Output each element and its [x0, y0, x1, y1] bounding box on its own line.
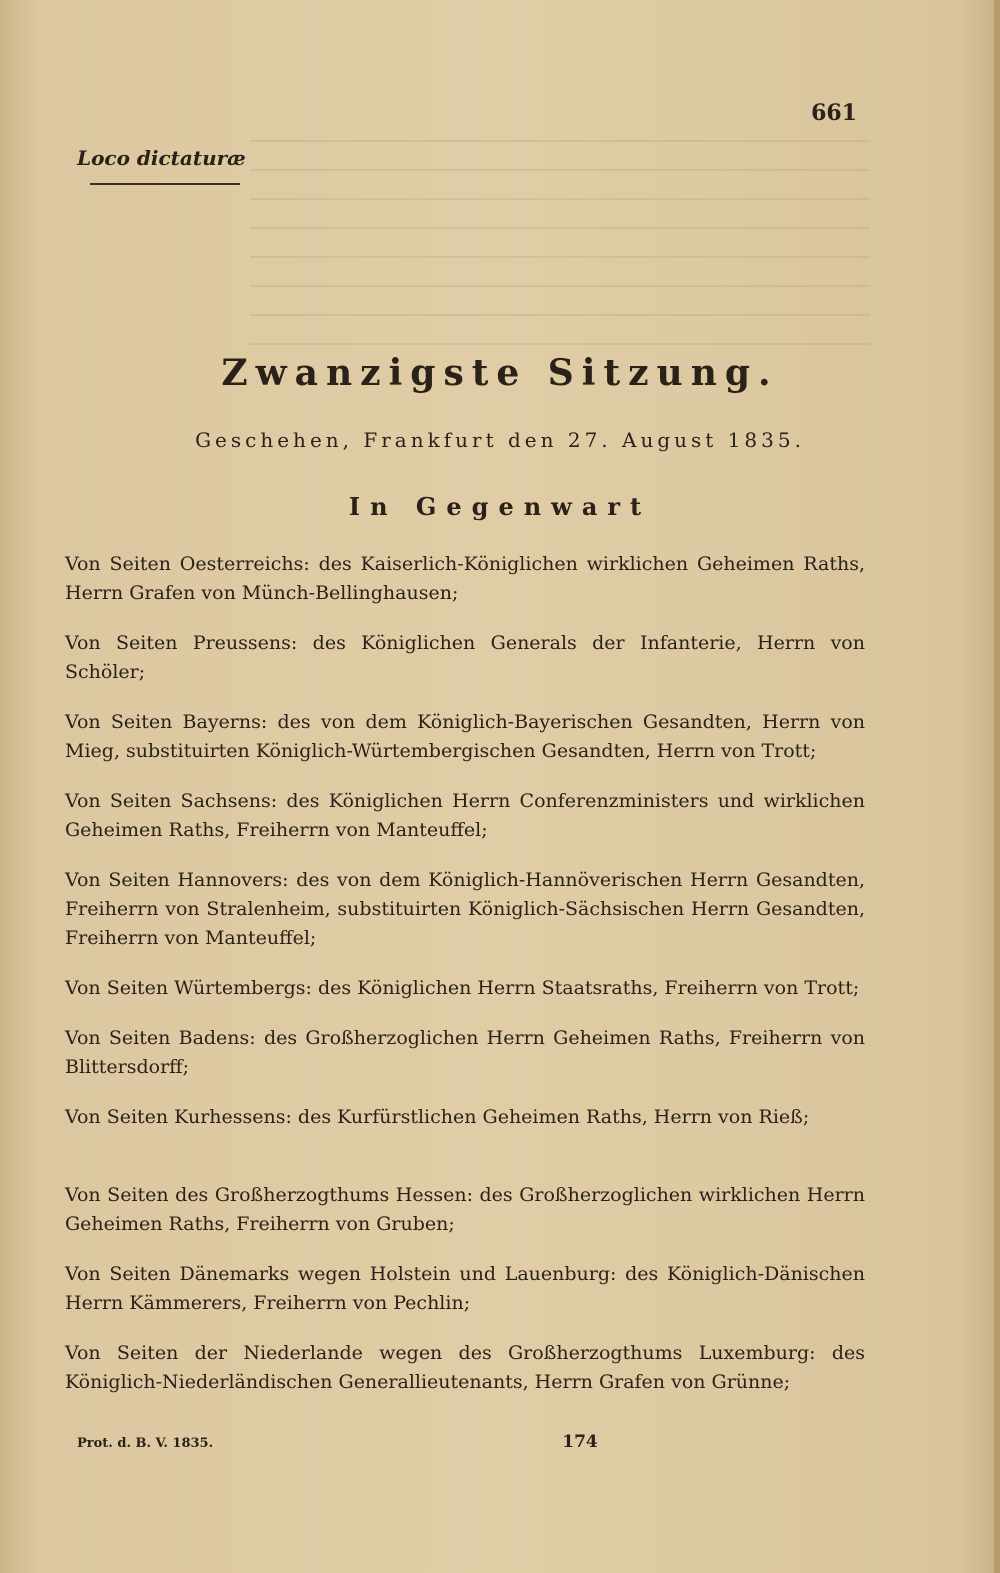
attendance-entry: Von Seiten Preussens: des Königlichen Generals der Infanterie, Herrn von Schöler; [65, 632, 865, 683]
attendance-entry: Von Seiten Bayerns: des von dem Königlich-Bayerischen Gesandten, Herrn von Mieg, substituirten Königlich-Würtembergischen Gesandten, Herrn von Trott; [65, 711, 865, 762]
session-date-line: Geschehen, Frankfurt den 27. August 1835. [195, 428, 805, 452]
attendance-list [65, 550, 865, 1418]
page-edge [994, 0, 1000, 1573]
show-through-text [250, 140, 870, 360]
session-title: Zwanzigste Sitzung. [221, 352, 779, 394]
attendance-entry: Von Seiten Dänemarks wegen Holstein und Lauenburg: des Königlich-Dänischen Herrn Kämmerers, Freiherrn von Pechlin; [65, 1263, 865, 1314]
attendance-entry: Von Seiten Badens: des Großherzoglichen Herrn Geheimen Raths, Freiherrn von Blittersdorff; [65, 1027, 865, 1078]
margin-note: Loco dictaturæ [77, 146, 246, 170]
attendance-entry: Von Seiten Sachsens: des Königlichen Herrn Conferenzministers und wirklichen Geheimen Raths, Freiherrn von Manteuffel; [65, 790, 865, 841]
attendance-entry: Von Seiten der Niederlande wegen des Großherzogthums Luxemburg: des Königlich-Niederländischen Generallieutenants, Herrn Grafen von Grünne; [65, 1342, 865, 1393]
footer-reference: Prot. d. B. V. 1835. [77, 1436, 214, 1451]
attendance-entry: Von Seiten Hannovers: des von dem Königlich-Hannöverischen Herrn Gesandten, Freiherrn von Stralenheim, substituirten Königlich-Sächsischen Herrn Gesandten, Freiherrn von Manteuffel; [65, 869, 865, 949]
signature-mark: 174 [562, 1432, 598, 1452]
attendance-entry: Von Seiten des Großherzogthums Hessen: des Großherzoglichen wirklichen Herrn Geheimen Raths, Freiherrn von Gruben; [65, 1184, 865, 1235]
page-number: 661 [811, 100, 857, 126]
attendance-entry: Von Seiten Kurhessens: des Kurfürstlichen Geheimen Raths, Herrn von Rieß; [65, 1106, 810, 1128]
attendance-entry: Von Seiten Oesterreichs: des Kaiserlich-Königlichen wirklichen Geheimen Raths, Herrn Grafen von Münch-Bellinghausen; [65, 553, 865, 604]
margin-note-rule [90, 183, 240, 185]
presence-heading: In Gegenwart [348, 492, 652, 521]
attendance-entry: Von Seiten Würtembergs: des Königlichen Herrn Staatsraths, Freiherrn von Trott; [65, 977, 860, 999]
